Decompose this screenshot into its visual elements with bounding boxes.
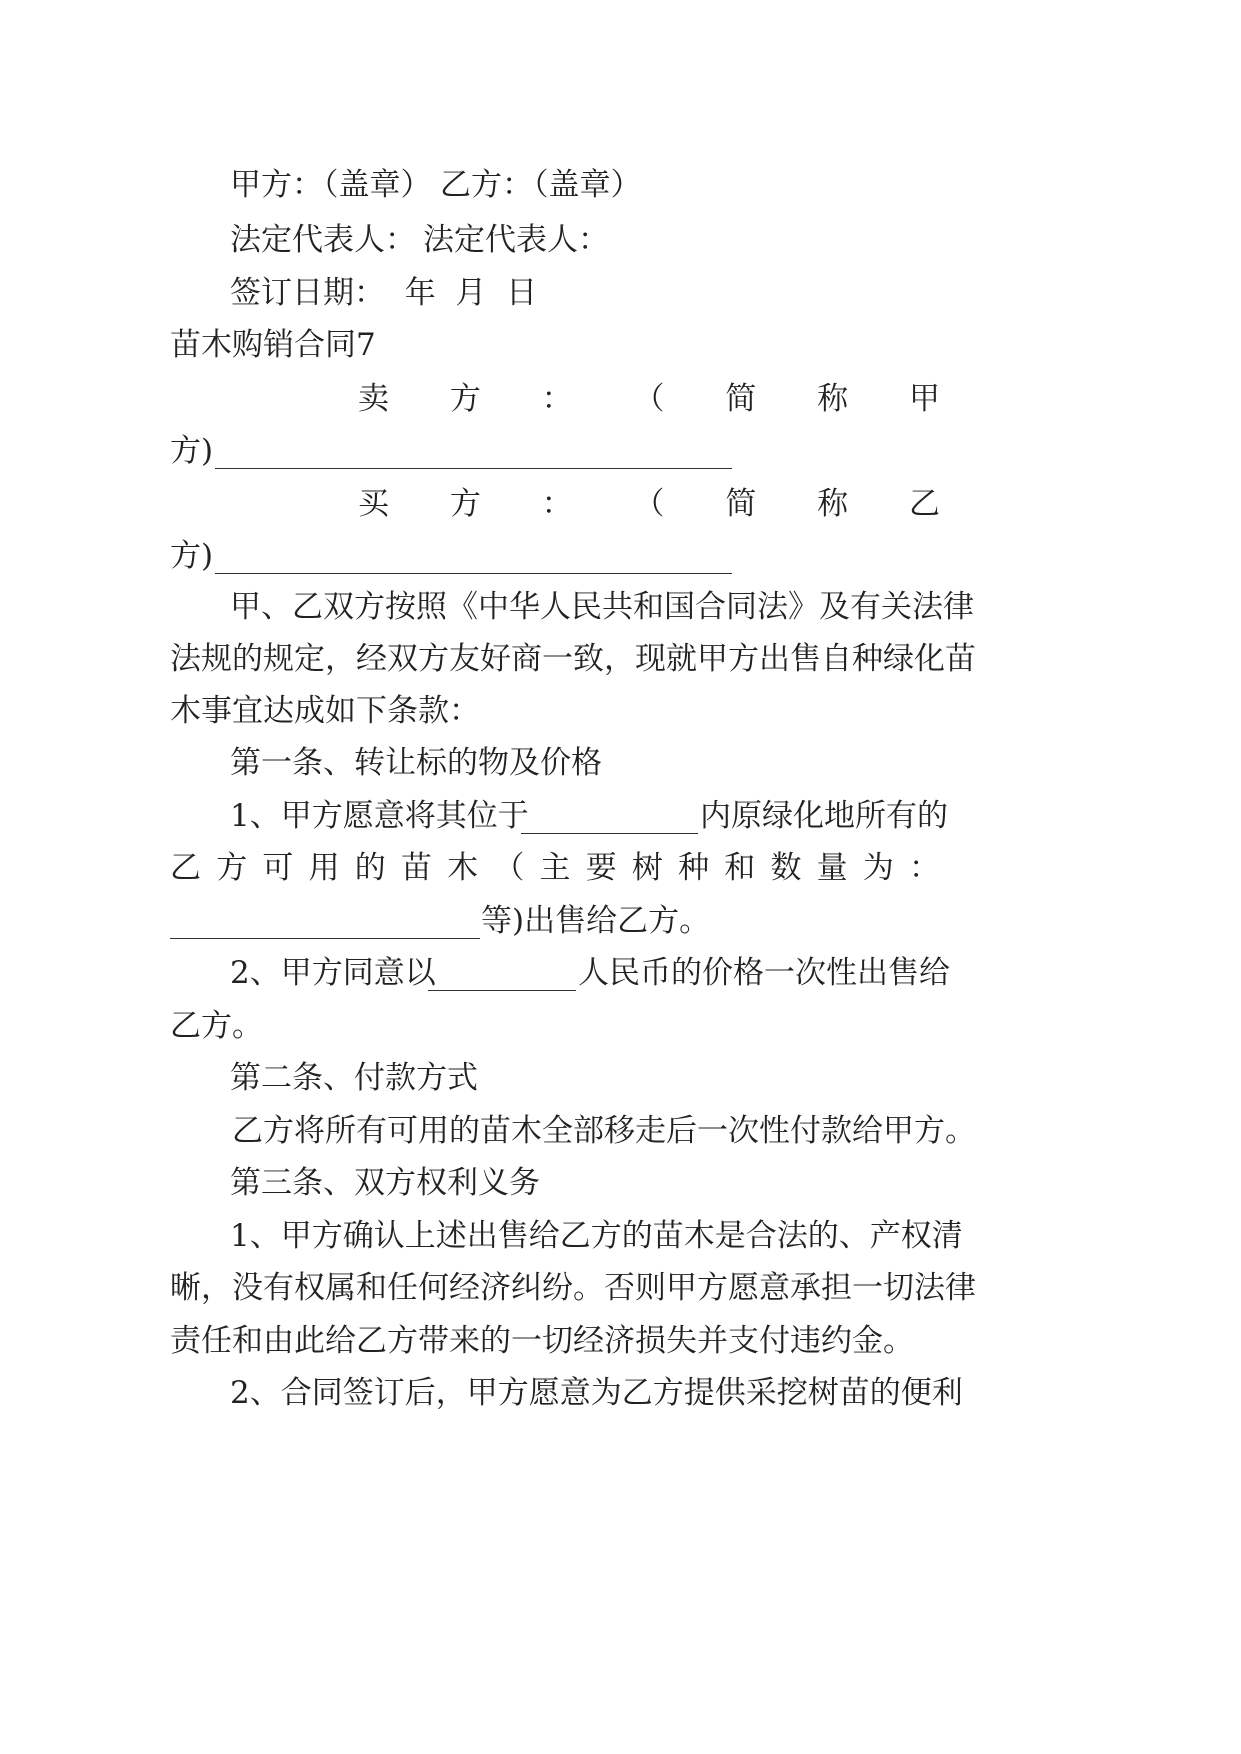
buyer-char: 买 bbox=[358, 486, 389, 522]
buyer-label-spread bbox=[358, 479, 940, 529]
buyer-char: 称 bbox=[817, 486, 849, 522]
article1-item2-line2 bbox=[0, 1001, 1241, 1051]
item1-char: 树 bbox=[631, 850, 663, 886]
buyer-char: 简 bbox=[725, 486, 757, 522]
buyer-char: 乙 bbox=[908, 486, 940, 522]
preamble-line bbox=[0, 686, 1241, 736]
item1-char: 可 bbox=[262, 850, 294, 886]
article3-item1-line bbox=[0, 1316, 1241, 1366]
item1-char: 苗 bbox=[400, 850, 432, 886]
sign-date: 签订日期： 年 月 日 bbox=[230, 275, 538, 311]
article2-text-line bbox=[0, 1106, 1241, 1156]
item1-char: 的 bbox=[354, 850, 386, 886]
article2-text: 乙方将所有可用的苗木全部移走后一次性付款给甲方。 bbox=[232, 1113, 976, 1149]
item1-char: 用 bbox=[308, 850, 340, 886]
item1-char: 量 bbox=[816, 850, 848, 886]
species-quantity-blank bbox=[170, 900, 480, 939]
party-a-rep: 法定代表人： bbox=[230, 222, 416, 258]
article1-item2-line2-text: 乙方。 bbox=[170, 1008, 263, 1044]
seller-label-spread bbox=[358, 374, 940, 424]
article2-heading-line bbox=[0, 1053, 1241, 1103]
signature-seal-line bbox=[0, 160, 1241, 210]
buyer-tail: 方) bbox=[170, 538, 214, 574]
article3-item2-line bbox=[0, 1368, 1241, 1418]
article3-item1-line bbox=[0, 1211, 1241, 1261]
article3-item1-text: 责任和由此给乙方带来的一切经济损失并支付违约金。 bbox=[170, 1323, 914, 1359]
item1-char: （ bbox=[493, 850, 525, 886]
party-b-rep: 法定代表人： bbox=[423, 222, 609, 258]
location-blank bbox=[521, 795, 698, 834]
seller-char: 卖 bbox=[358, 381, 389, 417]
item1-char: 主 bbox=[539, 850, 571, 886]
contract-title-line bbox=[0, 320, 1241, 370]
article3-item2-text: 2、合同签订后，甲方愿意为乙方提供采挖树苗的便利 bbox=[230, 1375, 963, 1411]
item1-char: 木 bbox=[447, 850, 479, 886]
article1-heading-line bbox=[0, 738, 1241, 788]
article1-item1-prefix: 1、甲方愿意将其位于 bbox=[230, 798, 529, 834]
article1-item1-line bbox=[0, 791, 1241, 841]
article3-heading: 第三条、双方权利义务 bbox=[230, 1165, 540, 1201]
seller-line bbox=[0, 374, 1241, 424]
preamble-line bbox=[0, 582, 1241, 632]
item1-char: 和 bbox=[724, 850, 756, 886]
signature-rep-line bbox=[0, 215, 1241, 265]
article1-item1-line3-suffix: 等)出售给乙方。 bbox=[481, 903, 711, 939]
buyer-char: （ bbox=[633, 486, 665, 522]
item1-char: 种 bbox=[678, 850, 710, 886]
buyer-line bbox=[0, 479, 1241, 529]
seller-char: （ bbox=[633, 381, 665, 417]
preamble-text: 木事宜达成如下条款： bbox=[170, 693, 480, 729]
buyer-char: ： bbox=[541, 486, 573, 522]
price-blank bbox=[428, 952, 576, 991]
seller-blank-line bbox=[0, 426, 1241, 476]
article2-heading: 第二条、付款方式 bbox=[230, 1060, 478, 1096]
party-b-seal: 乙方：（盖章） bbox=[440, 167, 642, 203]
preamble-text: 法规的规定，经双方友好商一致，现就甲方出售自种绿化苗 bbox=[170, 641, 976, 677]
party-a-seal: 甲方：（盖章） bbox=[230, 167, 432, 203]
item1-char: 要 bbox=[585, 850, 617, 886]
seller-char: 甲 bbox=[908, 381, 940, 417]
signature-date-line bbox=[0, 268, 1241, 318]
buyer-name-blank bbox=[215, 535, 732, 574]
article1-item1-suffix: 内原绿化地所有的 bbox=[700, 798, 948, 834]
item1-char: 数 bbox=[770, 850, 802, 886]
preamble-line bbox=[0, 634, 1241, 684]
item1-char: 为 bbox=[862, 850, 894, 886]
article1-item1-line2 bbox=[0, 843, 1241, 893]
article1-item1-line3 bbox=[0, 896, 1241, 946]
item1-char: ： bbox=[909, 850, 940, 886]
article3-item1-text: 1、甲方确认上述出售给乙方的苗木是合法的、产权清 bbox=[230, 1218, 963, 1254]
item1-char: 方 bbox=[216, 850, 248, 886]
preamble-text: 甲、乙双方按照《中华人民共和国合同法》及有关法律 bbox=[230, 589, 974, 625]
seller-char: ： bbox=[541, 381, 573, 417]
seller-char: 称 bbox=[817, 381, 849, 417]
article1-item1-spread bbox=[170, 843, 940, 893]
item1-char: 乙 bbox=[170, 850, 201, 886]
contract-title: 苗木购销合同7 bbox=[170, 327, 376, 363]
article1-item2-line bbox=[0, 948, 1241, 998]
buyer-blank-line bbox=[0, 531, 1241, 581]
article1-item2-prefix: 2、甲方同意以 bbox=[230, 955, 436, 991]
seller-tail: 方) bbox=[170, 433, 214, 469]
seller-name-blank bbox=[215, 430, 732, 469]
article1-item2-suffix: 人民币的价格一次性出售给 bbox=[578, 955, 950, 991]
article3-item1-text: 晰，没有权属和任何经济纠纷。否则甲方愿意承担一切法律 bbox=[170, 1270, 976, 1306]
seller-char: 简 bbox=[725, 381, 757, 417]
article1-heading: 第一条、转让标的物及价格 bbox=[230, 745, 602, 781]
article3-item1-line bbox=[0, 1263, 1241, 1313]
article3-heading-line bbox=[0, 1158, 1241, 1208]
buyer-char: 方 bbox=[449, 486, 481, 522]
seller-char: 方 bbox=[449, 381, 481, 417]
